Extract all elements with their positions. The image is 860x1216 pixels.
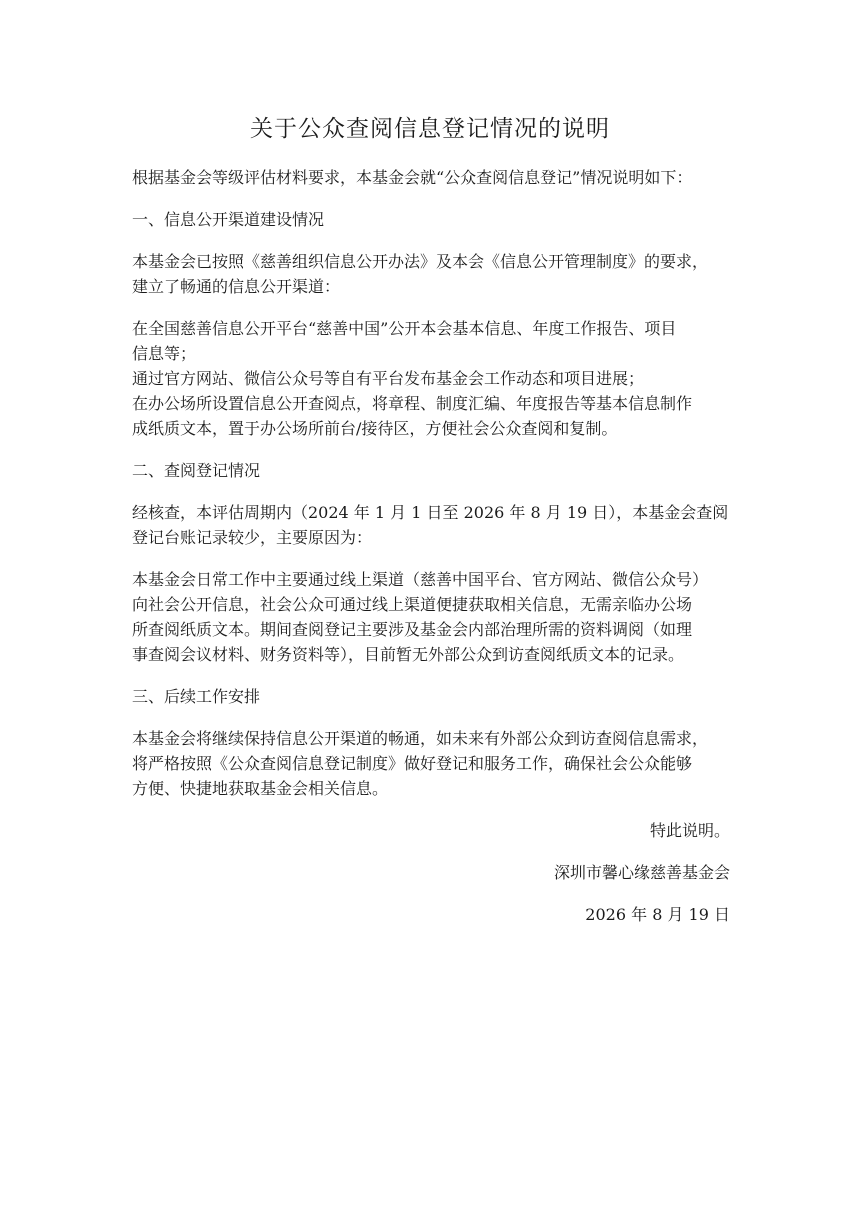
closing-remark: 特此说明。 <box>649 821 730 840</box>
section1-item-line: 信息等； <box>132 344 197 363</box>
section1-paragraph-line: 建立了畅通的信息公开渠道： <box>132 277 341 296</box>
section2-paragraph-line: 登记台账记录较少，主要原因为： <box>132 528 373 547</box>
section1-item-line: 在全国慈善信息公开平台“慈善中国”公开本会基本信息、年度工作报告、项目 <box>132 319 677 338</box>
section3-paragraph-line: 本基金会将继续保持信息公开渠道的畅通，如未来有外部公众到访查阅信息需求， <box>132 729 709 748</box>
intro-paragraph: 根据基金会等级评估材料要求，本基金会就“公众查阅信息登记”情况说明如下： <box>132 168 693 187</box>
section1-item-line: 在办公场所设置信息公开查阅点，将章程、制度汇编、年度报告等基本信息制作 <box>132 394 693 413</box>
section2-heading: 二、查阅登记情况 <box>132 461 261 480</box>
document-title: 关于公众查阅信息登记情况的说明 <box>250 116 610 142</box>
section1-item-line: 成纸质文本，置于办公场所前台/接待区，方便社会公众查阅和复制。 <box>132 419 618 438</box>
document-body <box>132 165 732 927</box>
section3-heading: 三、后续工作安排 <box>132 687 261 706</box>
section2-paragraph-line: 本基金会日常工作中主要通过线上渠道（慈善中国平台、官方网站、微信公众号） <box>132 570 709 589</box>
section2-paragraph-line: 向社会公开信息，社会公众可通过线上渠道便捷获取相关信息，无需亲临办公场 <box>132 595 693 614</box>
signature-date: 2026 年 8 月 19 日 <box>585 905 730 924</box>
section3-paragraph-line: 方便、快捷地获取基金会相关信息。 <box>132 779 389 798</box>
section1-item-line: 通过官方网站、微信公众号等自有平台发布基金会工作动态和项目进展； <box>132 369 645 388</box>
section1-paragraph-line: 本基金会已按照《慈善组织信息公开办法》及本会《信息公开管理制度》的要求， <box>132 252 709 271</box>
section3-paragraph-line: 将严格按照《公众查阅信息登记制度》做好登记和服务工作，确保社会公众能够 <box>132 754 693 773</box>
section2-paragraph-line: 事查阅会议材料、财务资料等），目前暂无外部公众到访查阅纸质文本的记录。 <box>132 645 685 664</box>
section2-paragraph-line: 所查阅纸质文本。期间查阅登记主要涉及基金会内部治理所需的资料调阅（如理 <box>132 620 693 639</box>
section1-heading: 一、信息公开渠道建设情况 <box>132 210 325 229</box>
signature-organization: 深圳市馨心缘慈善基金会 <box>553 863 730 882</box>
section2-paragraph-line: 经核查，本评估周期内（2024 年 1 月 1 日至 2026 年 8 月 19 日），本基金会查阅 <box>132 503 729 522</box>
